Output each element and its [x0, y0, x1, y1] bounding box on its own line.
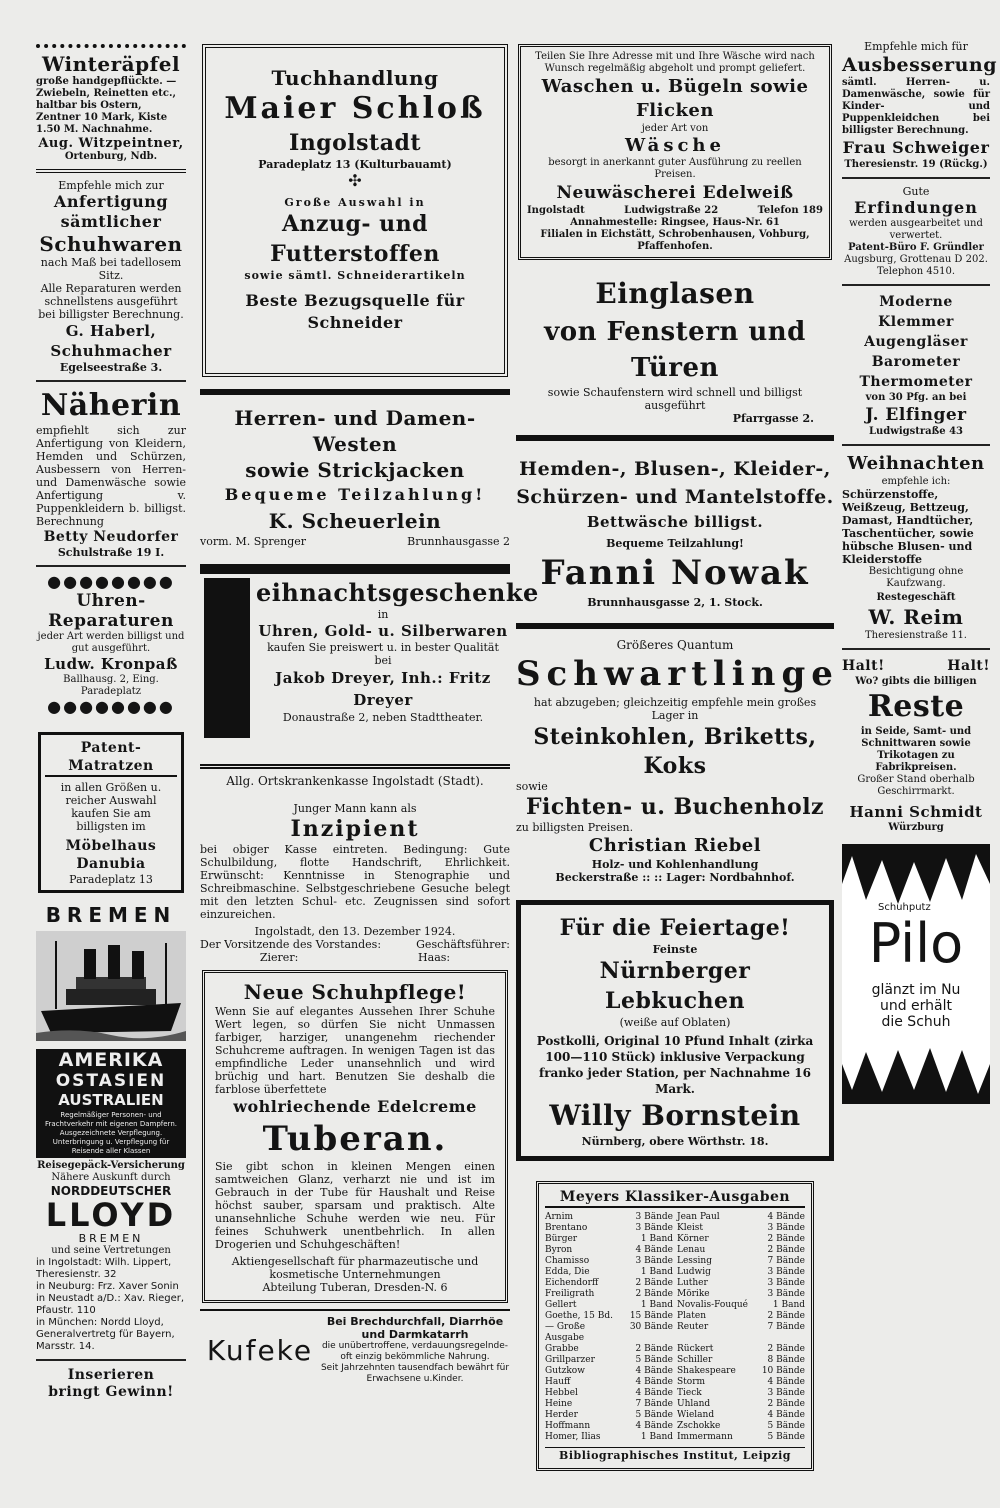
book-author: Jean Paul	[677, 1212, 720, 1222]
ad-name: Christian Riebel	[588, 835, 762, 856]
ad-line: Bequeme Teilzahlung!	[606, 537, 744, 550]
book-author: Grillparzer	[545, 1355, 595, 1365]
ad-line: Teilen Sie Ihre Adresse mit und Ihre Wäsche wird nach Wunsch regelmäßig abgeholt und prompt geliefert.	[535, 51, 815, 74]
divider	[516, 435, 834, 441]
ad-body: Postkolli, Original 10 Pfund Inhalt (zirka 100—110 Stück) inklusive Verpackung franko jeder Station, per Nachnahme 16 Mark.	[536, 1034, 814, 1096]
ad-addr: Paradeplatz 13	[69, 873, 153, 886]
ad-tuchhandlung	[202, 44, 508, 377]
ad-small: Schuhputz	[878, 902, 931, 913]
ad-body: Sie gibt schon in kleinen Mengen einen samtweichen Glanz, verharzt nie und ist im Gebrauch in der Tube für Haushalt und Reise höchst sauber, sparsam und praktisch. Alte unansehnliche Schuhe werden wie neu. Für feines Schuhwerk unentbehrlich. In allen Drogerien und Schuhgeschäften!	[215, 1160, 495, 1251]
ad-edelweiss	[518, 44, 832, 260]
ad-agent: in München: Nordd Lloyd, Generalvertretg für Bayern, Marsstr. 14.	[36, 1317, 175, 1352]
book-author: Kleist	[677, 1223, 704, 1233]
ad-title: Reparaturen	[48, 611, 174, 631]
book-author: Luther	[677, 1278, 708, 1288]
book-volumes: 3 Bände	[635, 1212, 673, 1222]
ad-addr: Brunnhausgasse 2, 1. Stock.	[587, 596, 763, 609]
ad-title: Schwartlinge	[516, 654, 839, 694]
ad-line: kaufen Sie preiswert u. in bester Qualität	[267, 641, 499, 654]
book-volumes: 2 Bände	[767, 1311, 805, 1321]
book-author: Tieck	[677, 1388, 702, 1398]
ad-line: Besichtigung ohne Kaufzwang.	[868, 566, 964, 589]
ad-ortskrankenkasse	[200, 775, 510, 964]
ad-signer: Zierer:	[259, 951, 299, 964]
ad-phone: Telephon 4510.	[876, 266, 956, 277]
ad-addr: Egelseestraße 3.	[59, 361, 163, 374]
ad-body: empfiehlt sich zur Anfertigung von Kleidern, Hemden und Schürzen, Ausbessern von Herren- und Damenwäsche sowie Anfertigung v. Puppenkleidern b. billigst. Berechnung	[36, 424, 186, 528]
divider	[36, 169, 186, 173]
ad-sign-left: Der Vorsitzende des Vorstandes:	[200, 938, 382, 951]
ad-inserieren	[36, 1367, 186, 1401]
book-volumes: 4 Bände	[767, 1410, 805, 1420]
ad-destination: OSTASIEN	[55, 1071, 167, 1091]
initial-letter-block	[204, 578, 250, 738]
book-author: Immermann	[677, 1432, 733, 1442]
ad-addr: Theresienstraße 11.	[865, 630, 967, 641]
ad-head: BREMEN	[45, 903, 177, 927]
ad-publisher: Bibliographisches Institut, Leipzig	[545, 1447, 805, 1464]
ad-title: Uhren-	[76, 591, 146, 611]
book-author: Arnim	[545, 1212, 574, 1222]
ad-title: Einglasen	[595, 277, 755, 310]
ad-vertret: und seine Vertretungen	[51, 1245, 171, 1256]
column-2	[200, 40, 539, 1488]
book-author: Bürger	[545, 1234, 578, 1244]
ad-title: Reste	[867, 689, 965, 724]
ad-line: Alle Reparaturen werden schnellstens ausgeführt bei billigster Berechnung.	[38, 282, 184, 321]
ad-line: von 30 Pfg. an bei	[865, 392, 967, 403]
zigzag-bottom-graphic	[842, 1044, 990, 1104]
ad-addr: Ludwigstraße 22	[624, 205, 719, 216]
ad-line: Schürzen- und Mantelstoffe.	[516, 486, 834, 508]
divider	[36, 44, 186, 48]
book-author: Eichendorff	[545, 1278, 599, 1288]
ad-phone: Telefon 189	[757, 205, 823, 216]
book-author: Lessing	[677, 1256, 712, 1266]
ad-addr: Ludwigstraße 43	[868, 426, 964, 437]
divider	[36, 1359, 186, 1361]
ad-einglasen	[516, 264, 834, 431]
ad-matratzen	[38, 732, 184, 893]
ad-naeherin	[36, 388, 186, 559]
ad-addr: Brunnhausgasse 2	[407, 535, 510, 548]
ad-line: Hemden-, Blusen-, Kleider-,	[519, 458, 831, 480]
ad-title: Steinkohlen, Briketts,	[533, 724, 817, 750]
ad-exclaim: Halt!	[842, 658, 885, 674]
book-volumes: 3 Bände	[767, 1289, 805, 1299]
ad-title: Fichten- u. Buchenholz	[525, 794, 825, 820]
book-author: Lenau	[677, 1245, 706, 1255]
ad-line: Allg. Ortskrankenkasse Ingolstadt (Stadt).	[226, 774, 484, 788]
divider	[842, 444, 990, 446]
ad-name: Möbelhaus Danubia	[65, 838, 157, 872]
book-volumes: 8 Bände	[767, 1355, 805, 1365]
ad-line: Aktiengesellschaft für pharmazeutische und kosmetische Unternehmungen	[231, 1255, 479, 1281]
book-volumes: 3 Bände	[767, 1278, 805, 1288]
book-author: Hoffmann	[545, 1421, 591, 1431]
book-volumes: 4 Bände	[767, 1212, 805, 1222]
ad-line: Seit Jahrzehnten tausendfach bewährt für Erwachsene u.Kinder.	[320, 1363, 510, 1384]
ad-line: die Schuh	[881, 1014, 951, 1030]
ad-body: in Seide, Samt- und Schnittwaren sowie Trikotagen zu Fabrikpreisen.	[860, 726, 972, 773]
book-volumes: 1 Band	[640, 1234, 673, 1244]
ad-brand: Pilo	[868, 912, 964, 975]
divider	[200, 564, 510, 574]
ad-title: Waschen u. Bügeln sowie Flicken	[541, 76, 809, 121]
ad-line: wohlriechende Edelcreme	[233, 1097, 477, 1116]
ad-name: Ludw. Kronpaß	[44, 655, 178, 673]
ad-line: Junger Mann kann als	[293, 802, 417, 815]
ad-title: sowie Strickjacken	[245, 458, 465, 482]
ad-line: hat abzugeben; gleichzeitig empfehle mein großes Lager in	[533, 696, 817, 722]
ad-title: Neue Schuhpflege!	[243, 980, 467, 1004]
ad-line: bei	[374, 654, 392, 667]
ad-name: Fanni Nowak	[540, 553, 810, 593]
book-author: Mörike	[677, 1289, 710, 1299]
ad-line: empfehle ich:	[881, 476, 951, 487]
divider	[36, 380, 186, 382]
ad-line: Tuchhandlung	[271, 66, 439, 90]
ad-line: Filialen in Eichstätt, Schrobenhausen, Vohburg, Pfaffenhofen.	[540, 229, 810, 252]
ad-title: Weihnachten	[847, 453, 985, 474]
ad-pilo	[842, 844, 990, 1104]
ad-name: Aug. Witzpeintner,	[38, 136, 184, 151]
book-volumes: 2 Bände	[635, 1344, 673, 1354]
book-author: Brentano	[545, 1223, 588, 1233]
book-author: Gutzkow	[545, 1366, 585, 1376]
divider	[516, 623, 834, 629]
ad-title: Nürnberger Lebkuchen	[599, 958, 751, 1014]
ad-signer: Haas:	[418, 951, 451, 964]
ad-agent: in Neuburg: Frz. Xaver Sonin	[36, 1281, 179, 1292]
ad-name: Patent-Büro F. Gründler	[848, 242, 984, 253]
ad-body: große handgepflückte. — Zwiebeln, Reinetten etc., haltbar bis Ostern, Zentner 10 Mark, Kiste 1.50 M. Nachnahme.	[36, 76, 177, 135]
ad-title: Koks	[643, 753, 707, 779]
ad-norddeutscher-lloyd	[36, 903, 186, 1353]
ad-name: Hanni Schmidt	[849, 803, 983, 821]
ad-brand: Tuberan.	[262, 1119, 448, 1159]
ad-date: Ingolstadt, den 13. Dezember 1924.	[254, 925, 456, 938]
ad-sign-right: Geschäftsführer:	[416, 938, 510, 951]
book-author: Novalis-Fouqué	[677, 1300, 749, 1310]
book-volumes: 7 Bände	[767, 1322, 805, 1332]
ad-title: Erfindungen	[854, 198, 978, 217]
ad-place: Ortenburg, Ndb.	[64, 151, 158, 162]
ad-line: bringt Gewinn!	[48, 1384, 174, 1400]
ad-line: jeder Art von	[641, 123, 709, 134]
ad-line: Feinste	[652, 943, 698, 956]
book-volumes: 4 Bände	[635, 1245, 673, 1255]
ad-line: Holz- und Kohlenhandlung	[591, 858, 759, 871]
ad-title: Wäsche	[625, 135, 725, 156]
ad-name: G. Haberl, Schuhmacher	[50, 322, 172, 360]
book-author: Hauff	[545, 1377, 571, 1387]
ad-city: BREMEN	[78, 1232, 144, 1245]
ad-addr: Augsburg, Grottenau D 202.	[844, 254, 988, 265]
ad-line: Augengläser	[864, 334, 968, 350]
ad-city: Ingolstadt	[288, 130, 422, 156]
ad-schuhwaren	[36, 179, 186, 374]
book-author: — Große Ausgabe	[545, 1322, 586, 1343]
ad-kufeke	[200, 1309, 510, 1385]
book-volumes: 7 Bände	[635, 1399, 673, 1409]
ad-line: sowie sämtl. Schneiderartikeln	[244, 269, 466, 282]
ad-name: W. Reim	[868, 605, 964, 629]
ad-name: J. Elfinger	[865, 405, 967, 425]
ad-line: Inserieren	[67, 1367, 155, 1383]
ad-destination: AUSTRALIEN	[58, 1091, 164, 1109]
column-1	[36, 40, 186, 1488]
book-volumes: 4 Bände	[635, 1366, 673, 1376]
ad-meyers-klassiker	[536, 1181, 814, 1471]
divider	[200, 764, 510, 769]
ad-addr: Pfarrgasse 2.	[732, 412, 814, 425]
ad-line: (weiße auf Oblaten)	[619, 1016, 731, 1029]
ad-body: bei obiger Kasse eintreten. Bedingung: Gute Schulbildung, flotte Handschrift, Ehrlichkeit. Erwünscht: Kenntnisse in Stenographie und Schreibmaschine. Selbstgeschriebene Gesuche belegt mit den letzten Schul- etc. Zeugnissen sind sofort einzureichen.	[200, 843, 510, 921]
ad-addr: Schulstraße 19 I.	[57, 546, 165, 559]
book-volumes: 2 Bände	[635, 1278, 673, 1288]
ad-line: sowie Schaufenstern wird schnell und billigst ausgeführt	[547, 386, 803, 412]
book-volumes: 15 Bände	[629, 1311, 673, 1321]
ad-title: eihnachtsgeschenke	[256, 578, 539, 607]
ad-name: Neuwäscherei Edelweiß	[556, 183, 794, 203]
column-4	[842, 40, 998, 1488]
ad-addr: Donaustraße 2, neben Stadttheater.	[282, 711, 484, 724]
ad-line: Restegeschäft	[876, 592, 956, 603]
ad-schweiger	[842, 40, 998, 171]
book-volumes: 1 Band	[640, 1432, 673, 1442]
book-author: Byron	[545, 1245, 573, 1255]
ad-line: Großer Stand oberhalb Geschirrmarkt.	[857, 774, 975, 797]
book-author: Homer, Ilias	[545, 1432, 601, 1442]
book-volumes: 5 Bände	[635, 1410, 673, 1420]
ad-title: Näherin	[40, 388, 182, 423]
ad-line: Bequeme Teilzahlung!	[224, 485, 486, 504]
ad-name: Betty Neudorfer	[43, 529, 179, 545]
ad-line: Empfehle mich für	[864, 40, 968, 53]
ad-title: Für die Feiertage!	[559, 915, 791, 941]
book-author: Shakespeare	[677, 1366, 736, 1376]
ad-addr: Theresienstr. 19 (Rückg.)	[844, 159, 988, 170]
ad-addr: Beckerstraße :: :: Lager: Nordbahnhof.	[555, 871, 795, 884]
divider	[842, 177, 990, 179]
ad-elfinger	[842, 292, 990, 438]
ad-line: Barometer	[871, 354, 961, 370]
divider	[200, 389, 510, 395]
book-volumes: 2 Bände	[635, 1289, 673, 1299]
ad-company: NORDDEUTSCHER	[50, 1184, 172, 1198]
book-volumes: 4 Bände	[635, 1377, 673, 1387]
steamship-illustration	[36, 931, 186, 1041]
book-volumes: 1 Band	[640, 1300, 673, 1310]
ad-name: Willy Bornstein	[549, 1099, 801, 1132]
book-volumes: 1 Band	[640, 1267, 673, 1277]
ad-city: Ingolstadt	[527, 205, 585, 216]
book-volumes: 30 Bände	[629, 1322, 673, 1332]
ad-auskunft: Nähere Auskunft durch	[51, 1172, 171, 1183]
ad-title: von Fenstern und Türen	[544, 317, 806, 383]
book-volumes: 2 Bände	[767, 1234, 805, 1244]
ad-line: Wo? gibts die billigen	[855, 676, 977, 687]
book-volumes: 4 Bände	[767, 1377, 805, 1387]
ad-line: Uhren, Gold- u. Silberwaren	[258, 622, 508, 640]
book-author: Herder	[545, 1410, 578, 1420]
book-volumes: 2 Bände	[767, 1245, 805, 1255]
ad-title: Maier Schloß	[224, 91, 486, 126]
ad-intro: Empfehle mich zur	[58, 179, 164, 192]
book-author: Uhland	[677, 1399, 711, 1409]
ad-lebkuchen	[516, 900, 834, 1161]
book-volumes: 3 Bände	[767, 1388, 805, 1398]
book-volumes: 3 Bände	[767, 1223, 805, 1233]
ad-line: Anfertigung sämtlicher	[53, 192, 169, 231]
book-volumes: 7 Bände	[767, 1256, 805, 1266]
ad-line: Bei Brechdurchfall, Diarrhöe und Darmkatarrh	[326, 1315, 504, 1341]
ad-body: Wenn Sie auf elegantes Aussehen Ihrer Schuhe Wert legen, so dürfen Sie nicht Unmassen farbiger, harziger, unangenehm riechender Schuhcreme auftragen. In wenigen Tagen ist das empfindliche Leder unansehnlich und wird brüchig und hart. Benutzen Sie deshalb die farblose überfettete	[215, 1005, 495, 1096]
ad-line: die unübertroffene, verdauungsregelnde- oft einzig bekömmliche Nahrung.	[321, 1341, 509, 1362]
ad-title: Ausbesserung	[842, 54, 998, 76]
book-volumes: 3 Bände	[635, 1223, 673, 1233]
ad-exclaim: Halt!	[947, 658, 990, 674]
ad-agent: in Neustadt a/D.: Xav. Rieger, Pfaustr. 110	[36, 1293, 185, 1316]
initial-letter	[200, 582, 256, 583]
book-author: Edda, Die	[545, 1267, 590, 1277]
ad-addr: Ballhausg. 2, Eing. Paradeplatz	[63, 674, 159, 697]
ad-line: Beste Bezugsquelle für Schneider	[245, 291, 465, 332]
ad-line: Größeres Quantum	[616, 638, 734, 652]
book-author: Grabbe	[545, 1344, 579, 1354]
ad-prev-owner: vorm. M. Sprenger	[200, 535, 307, 548]
ad-title: Patent-Matratzen	[45, 739, 177, 777]
ad-title: Schuhwaren	[39, 232, 183, 256]
book-author: Chamisso	[545, 1256, 590, 1266]
ad-riebel	[516, 633, 839, 890]
ad-addr: Nürnberg, obere Wörthstr. 18.	[581, 1135, 769, 1148]
ad-title: Meyers Klassiker-Ausgaben	[545, 1188, 805, 1208]
divider	[842, 648, 990, 650]
book-author: Goethe, 15 Bd.	[545, 1311, 613, 1321]
ad-weihnachtsgeschenke	[200, 578, 539, 758]
column-3	[516, 40, 839, 1488]
book-author: Rückert	[677, 1344, 714, 1354]
ad-body: in allen Größen u. reicher Auswahl kaufen Sie am billigsten im	[60, 781, 162, 833]
ad-line: Gute	[902, 185, 930, 198]
ad-small: Regelmäßiger Personen- und Frachtverkehr mit eigenen Dampfern. Ausgezeichnete Verpflegung. Unterbringung u. Verpflegung für Reisende aller Klassen	[45, 1111, 177, 1155]
book-author: Gellert	[545, 1300, 577, 1310]
book-author: Körner	[677, 1234, 709, 1244]
ad-line: Große Auswahl in	[284, 196, 426, 209]
book-author: Storm	[677, 1377, 706, 1387]
book-volumes: 4 Bände	[635, 1421, 673, 1431]
ornament-icon: ✣	[348, 171, 362, 190]
ad-city: Würzburg	[888, 822, 944, 833]
ad-reste	[842, 656, 990, 834]
ad-patentbuero	[842, 185, 990, 278]
ad-title: Winteräpfel	[41, 52, 181, 76]
divider	[842, 284, 990, 286]
ad-title: Inzipient	[290, 816, 420, 842]
book-author: Freiligrath	[545, 1289, 595, 1299]
ad-westen	[200, 399, 510, 554]
ad-body: jeder Art werden billigst und gut ausgeführt.	[37, 631, 185, 654]
book-volumes: 2 Bände	[767, 1344, 805, 1354]
book-author: Ludwig	[677, 1267, 711, 1277]
ad-winteraepfel	[36, 52, 186, 163]
dots-border: ●●●●●●●●	[47, 697, 175, 716]
ad-title: Anzug- und Futterstoffen	[270, 211, 440, 267]
ad-line: Thermometer	[859, 374, 973, 390]
ad-destination: AMERIKA	[58, 1049, 164, 1071]
ad-line: sowie	[516, 780, 548, 793]
book-volumes: 3 Bände	[635, 1256, 673, 1266]
ad-title: Herren- und Damen-Westen	[234, 406, 476, 456]
ad-reise: Reisegepäck-Versicherung	[37, 1160, 185, 1171]
book-author: Platen	[677, 1311, 707, 1321]
book-volumes: 2 Bände	[767, 1399, 805, 1409]
book-author: Heine	[545, 1399, 573, 1409]
ad-name: Frau Schweiger	[842, 138, 990, 157]
ad-line: in	[377, 608, 389, 621]
book-author: Hebbel	[545, 1388, 578, 1398]
ad-uhren	[36, 573, 186, 716]
dots-border: ●●●●●●●●	[47, 572, 175, 591]
book-author: Schiller	[677, 1355, 713, 1365]
book-volumes: 1 Band	[772, 1300, 805, 1310]
book-list	[545, 1212, 805, 1443]
book-volumes: 4 Bände	[635, 1388, 673, 1398]
ad-body: Schürzenstoffe, Weißzeug, Bettzeug, Damast, Handtücher, Taschentücher, sowie hübsche Blusen- und Kleiderstoffe	[842, 488, 974, 566]
book-volumes: 5 Bände	[767, 1432, 805, 1442]
ad-logo: LLOYD	[45, 1196, 177, 1234]
ad-reim	[842, 452, 990, 642]
ad-line: glänzt im Nu	[871, 982, 961, 998]
divider	[36, 565, 186, 567]
ad-line: Moderne Klemmer	[878, 294, 954, 330]
ad-tuberan	[202, 970, 508, 1303]
ad-nowak	[516, 445, 834, 619]
book-volumes: 10 Bände	[761, 1366, 805, 1376]
ad-addr: Paradeplatz 13 (Kulturbauamt)	[258, 158, 452, 171]
book-volumes: 3 Bände	[767, 1267, 805, 1277]
ad-brand: Kufeke	[206, 1333, 314, 1367]
book-author: Zschokke	[677, 1421, 721, 1431]
ad-line: Annahmestelle: Ringsee, Haus-Nr. 61	[570, 217, 780, 228]
ad-agent: in Ingolstadt: Wilh. Lippert, Theresienstr. 32	[36, 1257, 172, 1280]
ad-line: werden ausgearbeitet und verwertet.	[849, 218, 983, 241]
ad-line: nach Maß bei tadellosem Sitz.	[40, 256, 182, 282]
ad-line: und erhält	[879, 998, 953, 1014]
ad-line: zu billigsten Preisen.	[516, 821, 634, 834]
book-author: Wieland	[677, 1410, 715, 1420]
ad-line: besorgt in anerkannt guter Ausführung zu reellen Preisen.	[548, 157, 802, 180]
book-volumes: 5 Bände	[635, 1355, 673, 1365]
ad-name: K. Scheuerlein	[268, 509, 442, 533]
book-volumes: 5 Bände	[767, 1421, 805, 1431]
ad-name: Jakob Dreyer, Inh.: Fritz Dreyer	[275, 669, 491, 709]
book-author: Reuter	[677, 1322, 709, 1332]
ad-line: Bettwäsche billigst.	[586, 513, 764, 531]
ad-line: Abteilung Tuberan, Dresden-N. 6	[262, 1281, 448, 1294]
ad-body: sämtl. Herren- u. Damenwäsche, sowie für Kinder- und Puppenkleidchen bei billigster Berechnung.	[842, 77, 990, 136]
